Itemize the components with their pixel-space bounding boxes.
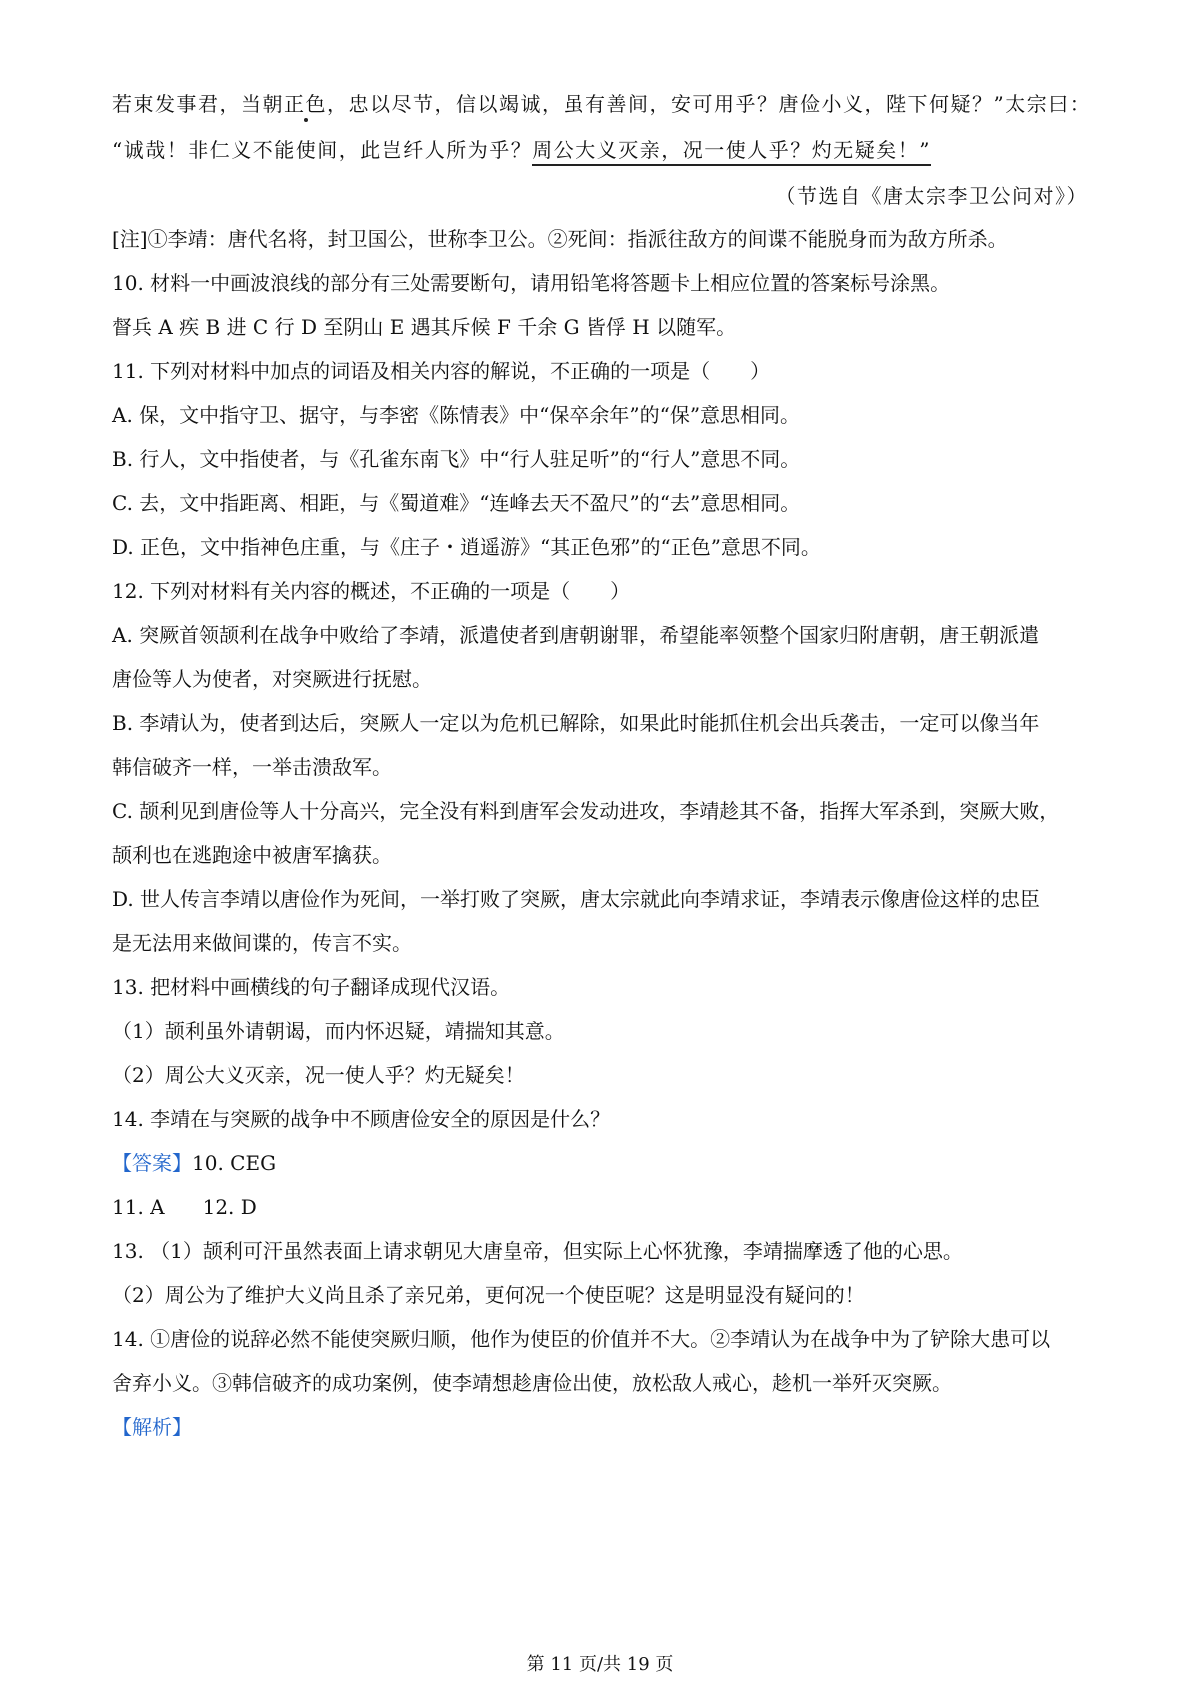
answer-10: 10. CEG bbox=[192, 1151, 277, 1175]
passage-line-1 bbox=[112, 91, 1091, 117]
question-12-option-c-line-2: 颉利也在逃跑途中被唐军擒获。 bbox=[112, 843, 392, 867]
answer-block-11-12 bbox=[112, 1194, 257, 1220]
question-14: 14. 李靖在与突厥的战争中不顾唐俭安全的原因是什么？ bbox=[112, 1107, 611, 1131]
question-10-text: 督兵 A 疾 B 进 C 行 D 至阴山 E 遇其斥候 F 千余 G 皆俘 H 以随军。 bbox=[112, 315, 737, 339]
question-12-option-a-line-1: A. 突厥首领颉利在战争中败给了李靖，派遣使者到唐朝谢罪，希望能率领整个国家归附唐朝，唐王朝派遣 bbox=[112, 623, 1040, 647]
question-13-item-1: （1）颉利虽外请朝谒，而内怀迟疑，靖揣知其意。 bbox=[112, 1019, 565, 1043]
question-12-option-b-line-2: 韩信破齐一样，一举击溃敌军。 bbox=[112, 755, 392, 779]
question-12-option-d-line-2: 是无法用来做间谍的，传言不实。 bbox=[112, 931, 412, 955]
answer-13-item-1: 13. （1）颉利可汗虽然表面上请求朝见大唐皇帝，但实际上心怀犹豫，李靖揣摩透了他的心思。 bbox=[112, 1239, 963, 1263]
answer-13-item-2: （2）周公为了维护大义尚且杀了亲兄弟，更何况一个使臣呢？这是明显没有疑问的！ bbox=[112, 1283, 865, 1307]
answer-block-10 bbox=[112, 1150, 276, 1176]
question-12: 12. 下列对材料有关内容的概述，不正确的一项是（ ） bbox=[112, 579, 631, 603]
question-11-option-c: C. 去，文中指距离、相距，与《蜀道难》“连峰去天不盈尺”的“去”意思相同。 bbox=[112, 491, 801, 515]
passage-line-2 bbox=[112, 137, 931, 163]
passage-source: （节选自《唐太宗李卫公问对》） bbox=[775, 184, 1088, 208]
underlined-sentence: 周公大义灭亲，况一使人乎？灼无疑矣！” bbox=[532, 138, 931, 166]
question-12-option-c-line-1: C. 颉利见到唐俭等人十分高兴，完全没有料到唐军会发动进攻，李靖趁其不备，指挥大军杀到，突厥大败， bbox=[112, 799, 1060, 823]
question-13: 13. 把材料中画横线的句子翻译成现代汉语。 bbox=[112, 975, 511, 999]
passage-note: [注]①李靖：唐代名将，封卫国公，世称李卫公。②死间：指派往敌方的间谍不能脱身而为敌方所杀。 bbox=[112, 227, 1008, 251]
dotted-word-zhengse: 正色 bbox=[284, 92, 327, 116]
question-12-option-d-line-1: D. 世人传言李靖以唐俭作为死间，一举打败了突厥，唐太宗就此向李靖求证，李靖表示像唐俭这样的忠臣 bbox=[112, 887, 1041, 911]
answer-tag: 【答案】 bbox=[112, 1151, 192, 1175]
page-number-footer: 第 11 页/共 19 页 bbox=[526, 1654, 674, 1675]
question-11-option-b: B. 行人，文中指使者，与《孔雀东南飞》中“行人驻足听”的“行人”意思不同。 bbox=[112, 447, 801, 471]
question-12-option-a-line-2: 唐俭等人为使者，对突厥进行抚慰。 bbox=[112, 667, 432, 691]
question-11: 11. 下列对材料中加点的词语及相关内容的解说，不正确的一项是（ ） bbox=[112, 359, 771, 383]
answer-14-line-1: 14. ①唐俭的说辞必然不能使突厥归顺，他作为使臣的价值并不大。②李靖认为在战争中为了铲除大患可以 bbox=[112, 1327, 1051, 1351]
question-10: 10. 材料一中画波浪线的部分有三处需要断句，请用铅笔将答题卡上相应位置的答案标号涂黑。 bbox=[112, 271, 951, 295]
answer-11: 11. A bbox=[112, 1195, 165, 1219]
analysis-tag: 【解析】 bbox=[112, 1415, 192, 1439]
question-12-option-b-line-1: B. 李靖认为，使者到达后，突厥人一定以为危机已解除，如果此时能抓住机会出兵袭击，一定可以像当年 bbox=[112, 711, 1040, 735]
question-11-option-d: D. 正色，文中指神色庄重，与《庄子・逍遥游》“其正色邪”的“正色”意思不同。 bbox=[112, 535, 821, 559]
question-11-option-a: A. 保，文中指守卫、据守，与李密《陈情表》中“保卒余年”的“保”意思相同。 bbox=[112, 403, 801, 427]
answer-12: 12. D bbox=[202, 1195, 257, 1219]
analysis-heading bbox=[112, 1414, 192, 1440]
passage-line-1-a: 若束发事君，当朝 bbox=[112, 92, 284, 116]
passage-line-1-c: ，忠以尽节，信以竭诚，虽有善间，安可用乎？唐俭小义，陛下何疑？”太宗曰： bbox=[327, 92, 1092, 116]
question-13-item-2: （2）周公大义灭亲，况一使人乎？灼无疑矣！ bbox=[112, 1063, 525, 1087]
answer-14-line-2: 舍弃小义。③韩信破齐的成功案例，使李靖想趁唐俭出使，放松敌人戒心，趁机一举歼灭突厥。 bbox=[112, 1371, 952, 1395]
passage-line-2-a: “诚哉！非仁义不能使间，此岂纤人所为乎？ bbox=[112, 138, 533, 162]
